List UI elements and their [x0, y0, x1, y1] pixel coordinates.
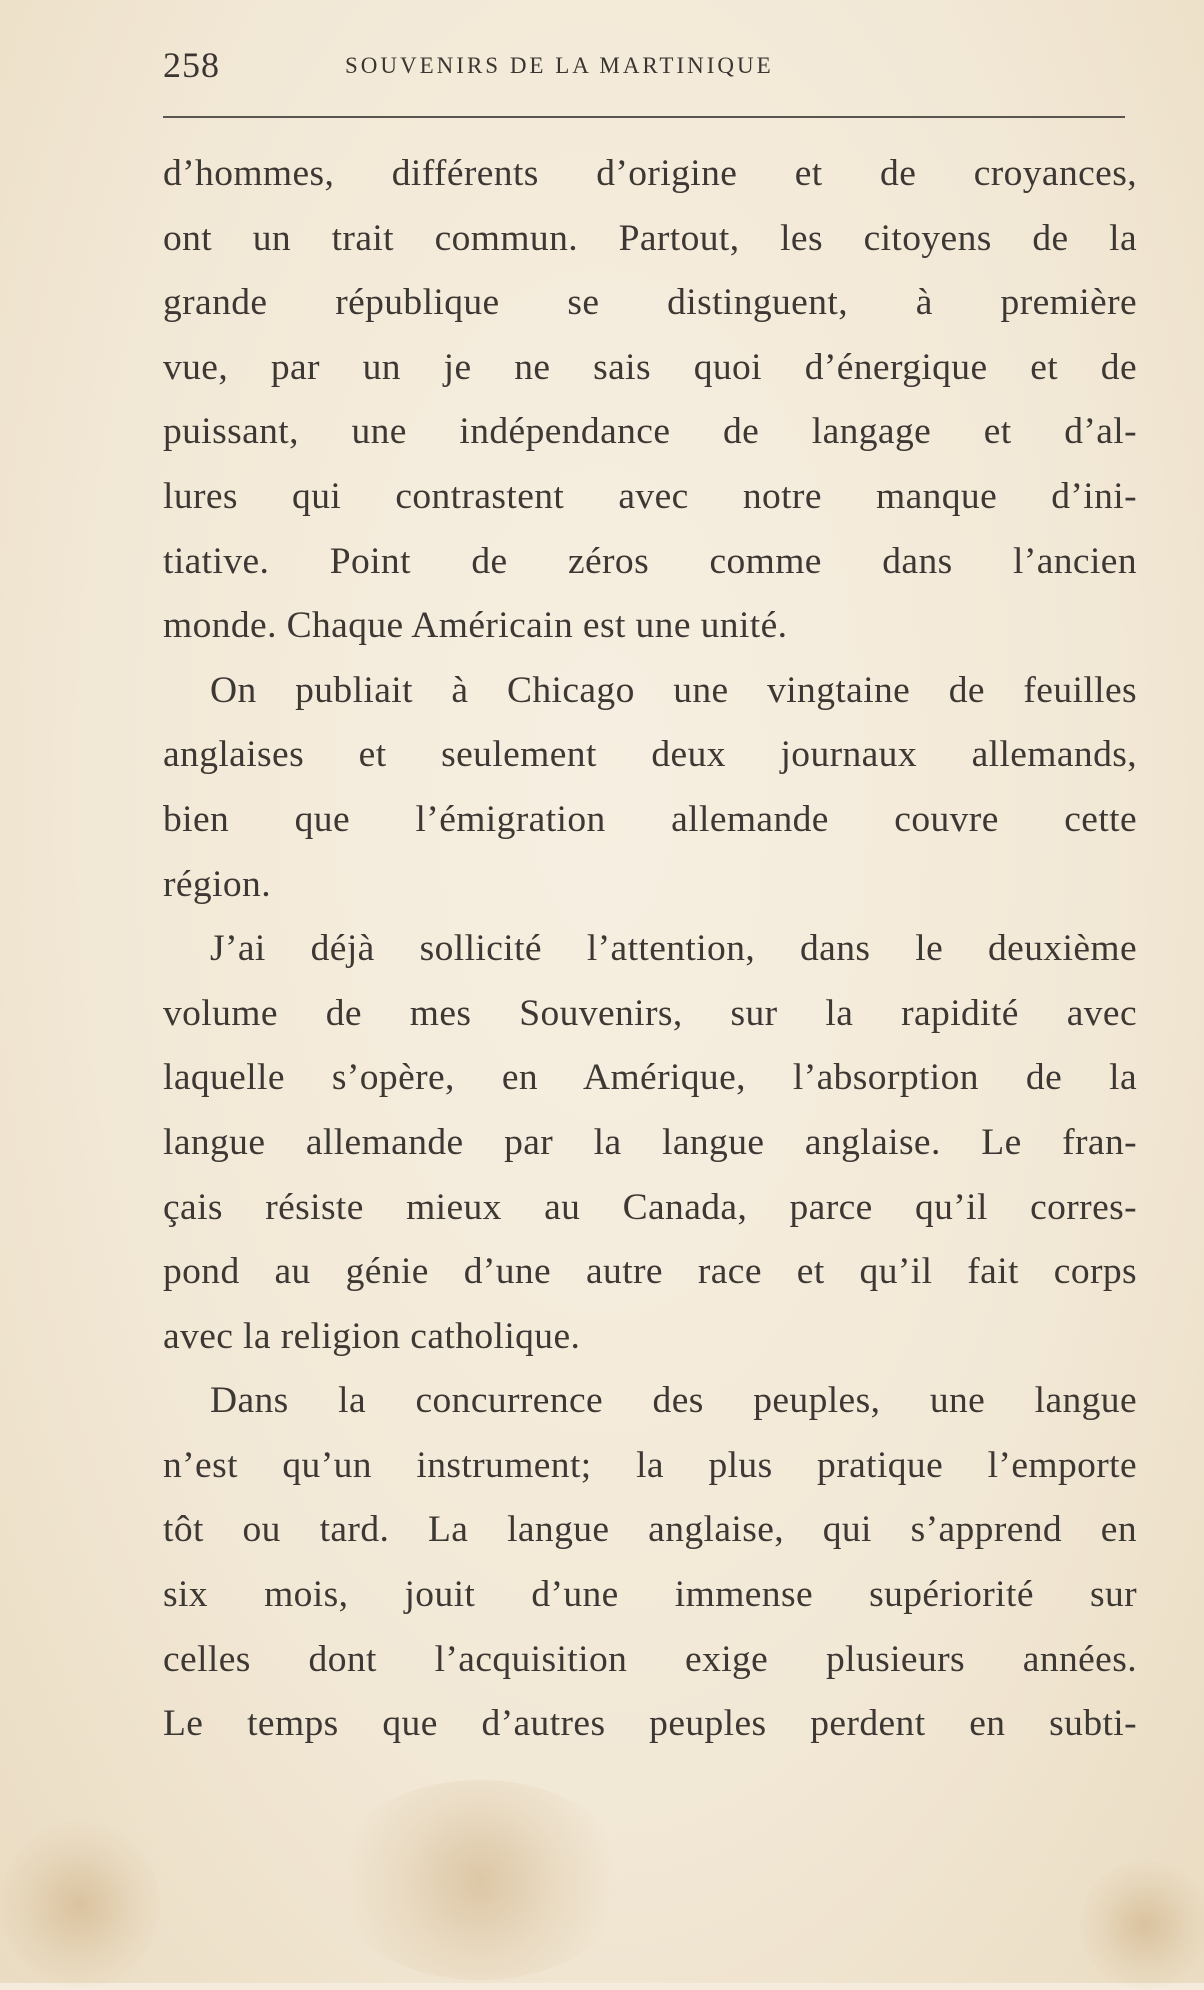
text-line: puissant, une indépendance de langage et d’al- [163, 411, 1137, 453]
text-line: Le temps que d’autres peuples perdent en subti- [163, 1703, 1137, 1745]
text-line: pond au génie d’une autre race et qu’il fait corps [163, 1251, 1137, 1293]
running-title: SOUVENIRS DE LA MARTINIQUE [345, 53, 774, 78]
text-line: langue allemande par la langue anglaise. Le fran- [163, 1121, 1137, 1163]
text-line: six mois, jouit d’une immense supériorité sur [163, 1574, 1137, 1616]
text-line: vue, par un je ne sais quoi d’énergique et de [163, 346, 1137, 388]
page-number: 258 [163, 45, 220, 85]
text-line: J’ai déjà sollicité l’attention, dans le deuxième [210, 928, 1137, 970]
text-line: laquelle s’opère, en Amérique, l’absorption de la [163, 1057, 1137, 1099]
text-line: ont un trait commun. Partout, les citoyens de la [163, 217, 1137, 259]
body-text [163, 142, 1137, 1757]
text-line: anglaises et seulement deux journaux allemands, [163, 734, 1137, 776]
page-header [163, 44, 1125, 94]
text-line: Dans la concurrence des peuples, une langue [210, 1380, 1137, 1422]
text-line: celles dont l’acquisition exige plusieurs années. [163, 1638, 1137, 1680]
paper-stain [1080, 1860, 1204, 1990]
text-line: d’hommes, différents d’origine et de croyances, [163, 153, 1137, 194]
text-line: tiative. Point de zéros comme dans l’ancien [163, 540, 1137, 582]
text-line: monde. Chaque Américain est une unité. [163, 605, 788, 647]
paper-stain [0, 1820, 160, 1990]
text-line: On publiait à Chicago une vingtaine de feuilles [210, 669, 1137, 711]
text-line: lures qui contrastent avec notre manque d’ini- [163, 475, 1137, 517]
text-line: avec la religion catholique. [163, 1315, 581, 1357]
text-line: tôt ou tard. La langue anglaise, qui s’apprend en [163, 1509, 1137, 1551]
text-line: çais résiste mieux au Canada, parce qu’il corres- [163, 1186, 1137, 1228]
text-line: grande république se distinguent, à première [163, 282, 1137, 324]
text-line: n’est qu’un instrument; la plus pratique l’emporte [163, 1444, 1137, 1486]
header-rule [163, 116, 1125, 118]
text-line: volume de mes Souvenirs, sur la rapidité avec [163, 992, 1137, 1034]
paper-stain [330, 1780, 630, 1980]
text-line: bien que l’émigration allemande couvre cette [163, 798, 1137, 840]
text-line: région. [163, 863, 271, 905]
